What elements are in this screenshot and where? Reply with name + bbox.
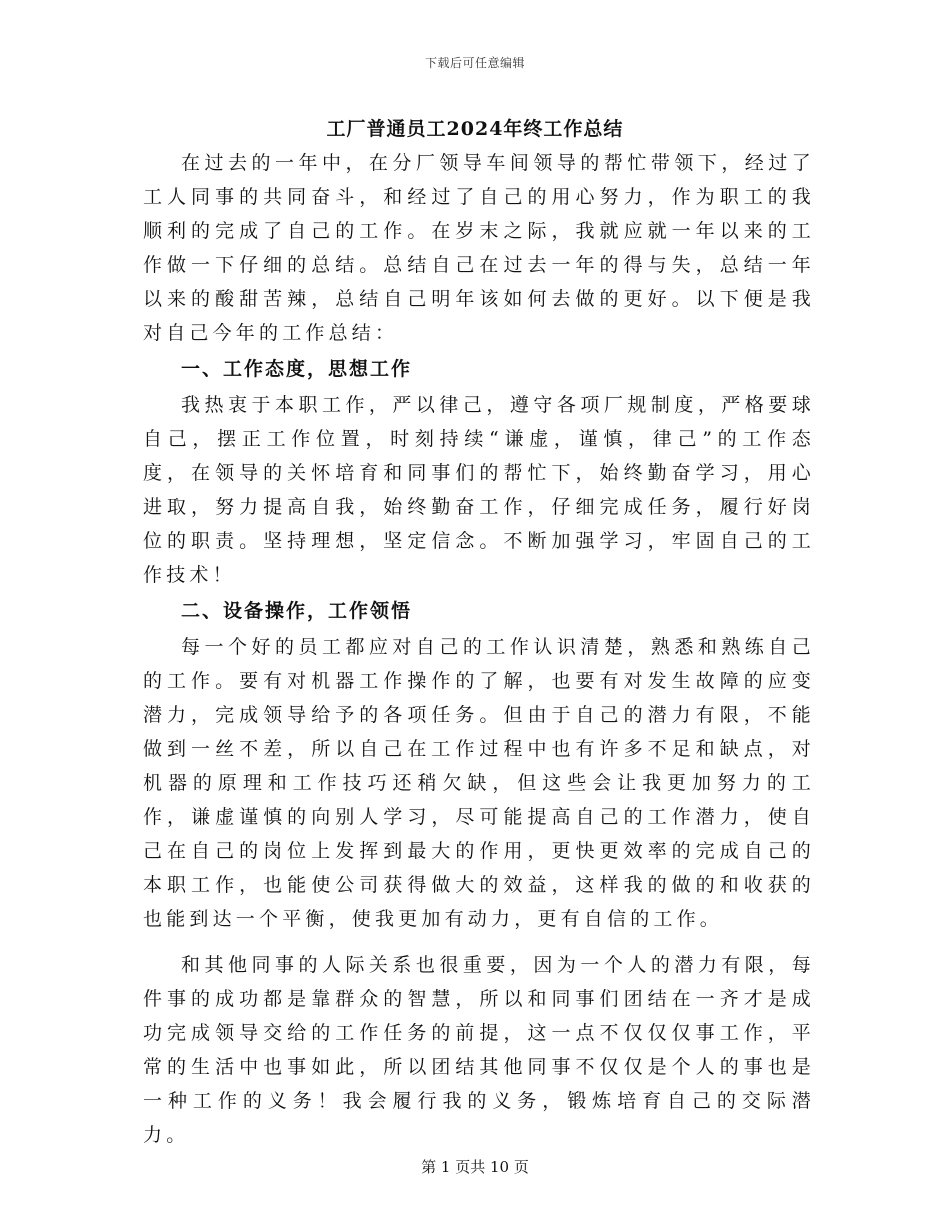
section-paragraph: 每一个好的员工都应对自己的工作认识清楚，熟悉和熟练自己的工作。要有对机器工作操作的了解，也要有对发生故障的应变潜力，完成领导给予的各项任务。但由于自己的潜力有限，不能做到一丝不差，所以自己在工作过程中也有许多不足和缺点，对机器的原理和工作技巧还稍欠缺，但这些会让我更加努力的工作，谦虚谨慎的向别人学习，尽可能提高自己的工作潜力，使自己在自己的岗位上发挥到最大的作用，更快更效率的完成自己的本职工作，也能使公司获得做大的效益，这样我的做的和收获的也能到达一个平衡，使我更加有动力，更有自信的工作。 xyxy=(143,636,815,930)
section-paragraph: 和其他同事的人际关系也很重要，因为一个人的潜力有限，每件事的成功都是靠群众的智慧，所以和同事们团结在一齐才是成功完成领导交给的工作任务的前提，这一点不仅仅仅事工作，平常的生活中也事如此，所以团结其他同事不仅仅是个人的事也是一种工作的义务！我会履行我的义务，锻炼培育自己的交际潜力。 xyxy=(143,954,815,1146)
page-number-footer: 第 1 页共 10 页 xyxy=(421,1158,529,1176)
section-paragraph: 我热衷于本职工作，严以律己，遵守各项厂规制度，严格要球自己，摆正工作位置，时刻持续“谦虚，谨慎，律己”的工作态度，在领导的关怀培育和同事们的帮忙下，始终勤奋学习，用心进取，努力提高自我，始终勤奋工作，仔细完成任务，履行好岗位的职责。坚持理想，坚定信念。不断加强学习，牢固自己的工作技术！ xyxy=(143,394,815,586)
page-header-note: 下载后可任意编辑 xyxy=(424,56,525,70)
intro-paragraph: 在过去的一年中，在分厂领导车间领导的帮忙带领下，经过了工人同事的共同奋斗，和经过了自己的用心努力，作为职工的我顺利的完成了自己的工作。在岁末之际，我就应就一年以来的工作做一下仔细的总结。总结自己在过去一年的得与失，总结一年以来的酸甜苦辣，总结自己明年该如何去做的更好。以下便是我对自己今年的工作总结： xyxy=(143,152,815,344)
section-heading-attitude: 一、工作态度，思想工作 xyxy=(181,358,413,380)
section-heading-equipment: 二、设备操作，工作领悟 xyxy=(181,600,413,622)
document-body xyxy=(143,146,815,1152)
document-title: 工厂普通员工2024年终工作总结 xyxy=(326,118,624,140)
